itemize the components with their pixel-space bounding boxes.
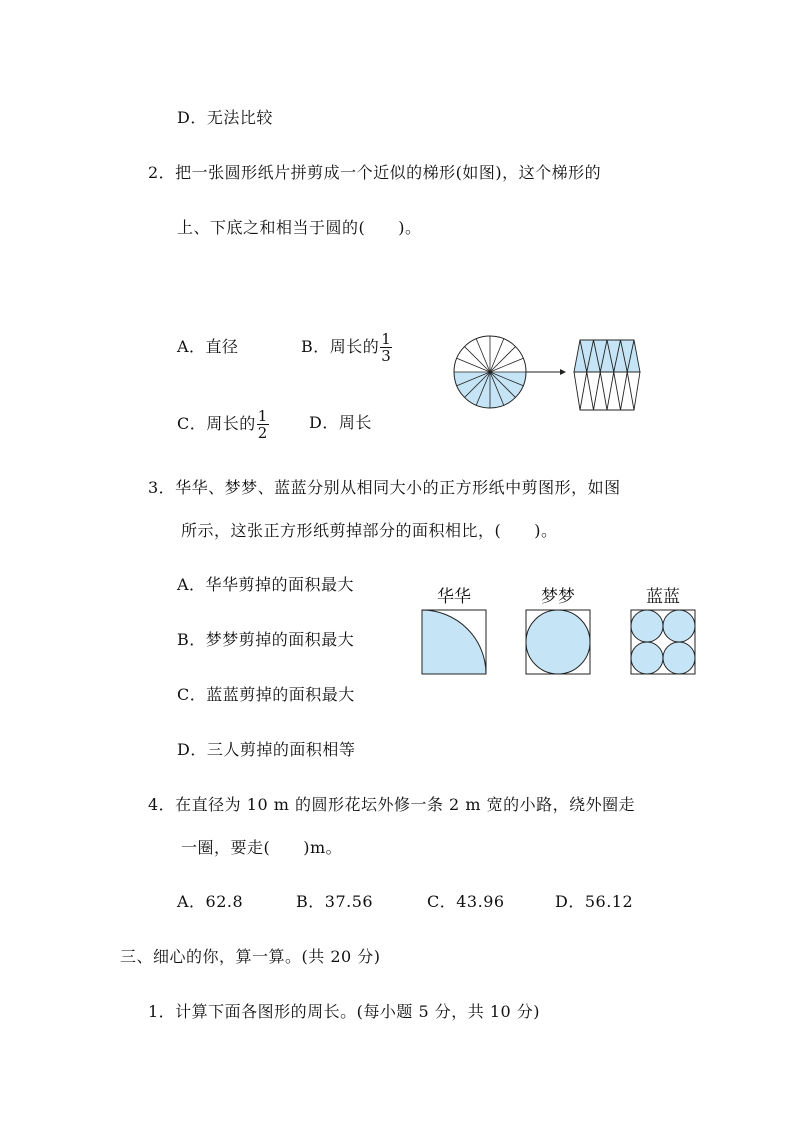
q2-option-b-fraction xyxy=(380,331,392,364)
lanlan-four-circles-figure xyxy=(631,610,695,674)
q2-figure xyxy=(452,334,652,414)
q4-option-a: A．62.8 xyxy=(177,892,244,911)
mengmeng-circle-figure xyxy=(526,610,590,674)
q3-stem-line2: 所示，这张正方形纸剪掉部分的面积相比，( )。 xyxy=(181,521,558,540)
q1-option-d: D．无法比较 xyxy=(177,108,273,127)
huahua-quarter-circle-figure xyxy=(422,610,486,674)
label-huahua: 华华 xyxy=(437,587,471,607)
q2-option-c-fraction xyxy=(257,408,269,441)
q4-stem-line2: 一圈，要走( )m。 xyxy=(181,838,343,857)
q3-figures xyxy=(415,580,735,680)
q2-option-c-numerator: 1 xyxy=(257,407,268,425)
arrow-icon xyxy=(526,369,566,375)
q2-option-c-text: C．周长的 xyxy=(177,414,256,433)
q3-option-a: A．华华剪掉的面积最大 xyxy=(177,575,355,594)
q4-option-c: C．43.96 xyxy=(427,892,505,911)
q3-option-d: D．三人剪掉的面积相等 xyxy=(177,740,356,759)
q3-option-c: C．蓝蓝剪掉的面积最大 xyxy=(177,685,355,704)
q4-option-d: D．56.12 xyxy=(555,892,634,911)
q2-option-b-denominator: 3 xyxy=(381,347,392,365)
q2-option-c-denominator: 2 xyxy=(257,424,268,442)
sector-line xyxy=(465,347,490,372)
sector-circle xyxy=(454,336,526,408)
q2-option-b-text: B．周长的 xyxy=(301,337,380,356)
q2-option-b xyxy=(301,326,392,368)
q2-option-a: A．直径 xyxy=(177,337,239,356)
q2-option-b-numerator: 1 xyxy=(381,330,392,348)
section3-item1: 1．计算下面各图形的周长。(每小题 5 分，共 10 分) xyxy=(148,1002,541,1021)
q3-stem-line1: 3．华华、梦梦、蓝蓝分别从相同大小的正方形纸中剪图形，如图 xyxy=(148,478,621,497)
q4-stem-line1: 4．在直径为 10 m 的圆形花坛外修一条 2 m 宽的小路，绕外圈走 xyxy=(148,795,636,814)
q3-option-b: B．梦梦剪掉的面积最大 xyxy=(177,630,355,649)
q4-option-b: B．37.56 xyxy=(296,892,374,911)
section3-title: 三、细心的你，算一算。(共 20 分) xyxy=(120,947,381,966)
q2-option-d: D．周长 xyxy=(309,413,372,432)
trapezoid-figure xyxy=(574,340,640,410)
label-lanlan: 蓝蓝 xyxy=(646,587,680,607)
sector-line xyxy=(490,347,515,372)
q2-option-c xyxy=(177,403,269,445)
q2-stem-line1: 2．把一张圆形纸片拼剪成一个近似的梯形(如图)，这个梯形的 xyxy=(148,163,602,182)
label-mengmeng: 梦梦 xyxy=(541,587,575,607)
q2-stem-line2: 上、下底之和相当于圆的( )。 xyxy=(177,218,422,237)
